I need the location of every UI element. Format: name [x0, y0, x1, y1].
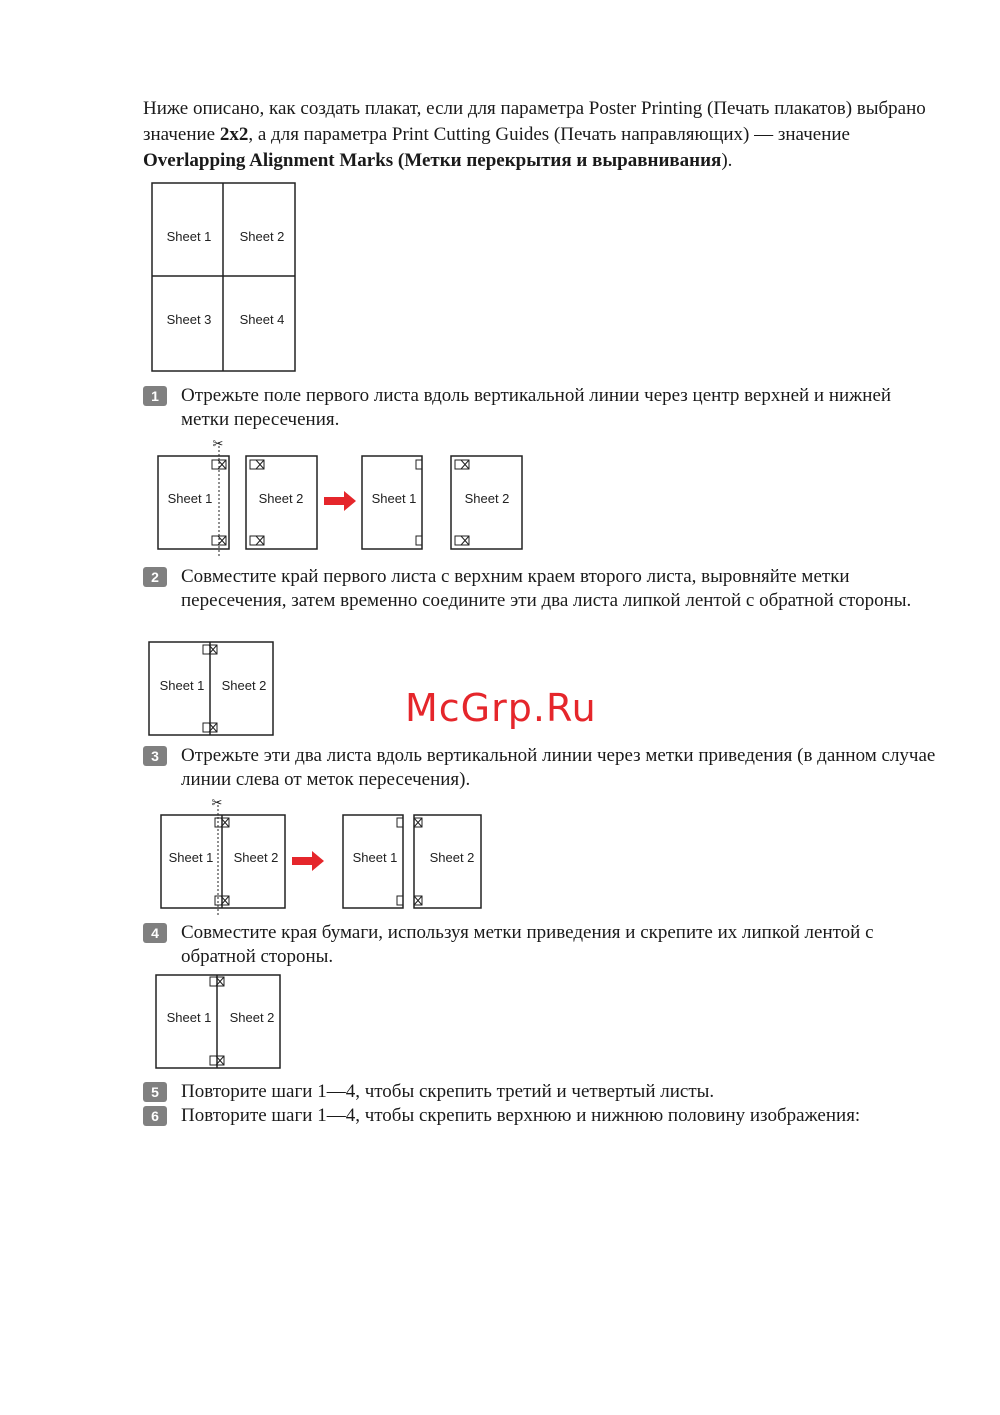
step1-cut-sheet-1-label: Sheet 1	[371, 491, 417, 506]
right-arrow-icon	[324, 491, 356, 511]
step3-sheet-2-label: Sheet 2	[233, 850, 279, 865]
step-4	[143, 921, 943, 969]
step-3-figure	[155, 797, 490, 917]
step3-sheet-1-label: Sheet 1	[168, 850, 214, 865]
intro-text-3: ).	[721, 150, 733, 171]
step-1-number: 1	[143, 386, 167, 406]
intro-text-2: , а для параметра Print Cutting Guides (Печать направляющих) — значение	[248, 124, 850, 145]
scissors-icon-2: ✂	[211, 795, 223, 810]
step-3-number: 3	[143, 746, 167, 766]
step3-cut-sheet-1-label: Sheet 1	[352, 850, 398, 865]
step4-sheet-1-label: Sheet 1	[166, 1010, 212, 1025]
step2-sheet-1-label: Sheet 1	[159, 678, 205, 693]
sheet-4-label: Sheet 4	[239, 312, 285, 327]
step-1-text: Отрежьте поле первого листа вдоль вертикальной линии через центр верхней и нижней метки пересечения.	[181, 385, 892, 430]
sheet-3-label: Sheet 3	[166, 312, 212, 327]
step-6-number: 6	[143, 1106, 167, 1126]
step-1-figure	[150, 438, 530, 558]
step-6-text: Повторите шаги 1—4, чтобы скрепить верхнюю и нижнюю половину изображения:	[181, 1105, 861, 1126]
sheet-1-label: Sheet 1	[166, 229, 212, 244]
watermark: McGrp.Ru	[405, 686, 597, 730]
intro-value-2x2: 2x2	[219, 124, 249, 145]
step-3-text: Отрежьте эти два листа вдоль вертикальной линии через метки приведения (в данном случае линии слева от меток пересечения).	[181, 745, 936, 790]
step-5-number: 5	[143, 1082, 167, 1102]
step1-sheet-2b-label: Sheet 2	[464, 491, 510, 506]
step-4-figure	[153, 972, 285, 1072]
step-5	[143, 1080, 943, 1104]
right-arrow-icon-2	[292, 851, 324, 871]
step1-sheet-2-label: Sheet 2	[258, 491, 304, 506]
step2-sheet-2-label: Sheet 2	[221, 678, 267, 693]
intro-marks-bold: Overlapping Alignment Marks (Метки перекрытия и выравнивания	[143, 150, 722, 171]
step-2-number: 2	[143, 567, 167, 587]
intro-paragraph	[143, 96, 933, 174]
step-2	[143, 565, 943, 613]
step-3	[143, 744, 943, 792]
step-5-text: Повторите шаги 1—4, чтобы скрепить третий и четвертый листы.	[181, 1081, 715, 1102]
step-1	[143, 384, 943, 432]
step4-sheet-2-label: Sheet 2	[229, 1010, 275, 1025]
step-6	[143, 1104, 943, 1128]
step-2-text: Совместите край первого листа с верхним краем второго листа, выровняйте метки пересечения, затем временно соедините эти два листа липкой лентой с обратной стороны.	[181, 566, 912, 611]
step3-sheet-2b-label: Sheet 2	[429, 850, 475, 865]
step1-sheet-1-label: Sheet 1	[167, 491, 213, 506]
scissors-icon: ✂	[212, 436, 224, 451]
poster-grid-figure	[150, 181, 300, 375]
step-2-figure	[146, 638, 278, 740]
sheet-2-label: Sheet 2	[239, 229, 285, 244]
step-4-number: 4	[143, 923, 167, 943]
step-4-text: Совместите края бумаги, используя метки приведения и скрепите их липкой лентой с обратной стороны.	[181, 922, 874, 967]
intro-text-1: Ниже описано, как создать плакат, если для параметра Poster Printing (Печать плакатов) выбрано значение	[143, 98, 926, 145]
